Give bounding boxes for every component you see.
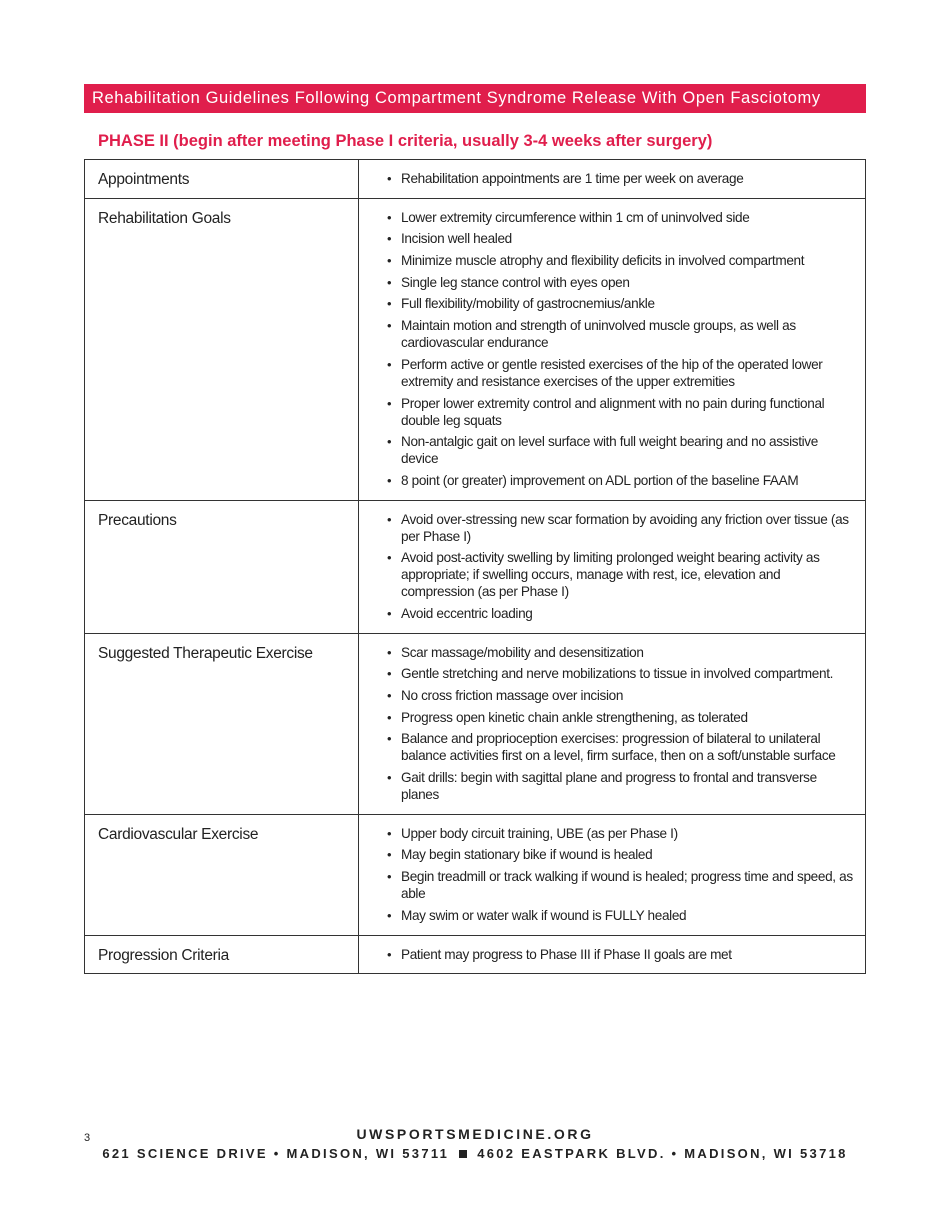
list-item: • Scar massage/mobility and desensitization <box>387 644 855 661</box>
row-items <box>359 198 866 500</box>
list-item: • Progress open kinetic chain ankle strengthening, as tolerated <box>387 709 855 726</box>
separator-square-icon <box>459 1150 467 1158</box>
row-label: Appointments <box>85 160 359 199</box>
footer-address <box>0 1146 950 1161</box>
table-row <box>85 500 866 633</box>
table-row <box>85 633 866 814</box>
bullet-list <box>387 644 855 803</box>
list-item: • Begin treadmill or track walking if wound is healed; progress time and speed, as able <box>387 868 855 902</box>
list-item: • Proper lower extremity control and alignment with no pain during functional double leg squats <box>387 395 855 429</box>
list-item: • No cross friction massage over incision <box>387 687 855 704</box>
list-item: • Balance and proprioception exercises: progression of bilateral to unilateral balance activities first on a level, firm surface, then on a soft/unstable surface <box>387 730 855 764</box>
table-row <box>85 814 866 935</box>
list-item: • Rehabilitation appointments are 1 time per week on average <box>387 170 855 187</box>
list-item: • Minimize muscle atrophy and flexibility deficits in involved compartment <box>387 252 855 269</box>
guidelines-table <box>84 159 866 974</box>
row-items <box>359 160 866 199</box>
list-item: • Upper body circuit training, UBE (as per Phase I) <box>387 825 855 842</box>
list-item: • Incision well healed <box>387 230 855 247</box>
row-items <box>359 500 866 633</box>
bullet-list <box>387 209 855 489</box>
row-label: Precautions <box>85 500 359 633</box>
bullet-list <box>387 825 855 924</box>
table-row <box>85 198 866 500</box>
row-items <box>359 935 866 974</box>
row-label: Cardiovascular Exercise <box>85 814 359 935</box>
list-item: • Full flexibility/mobility of gastrocnemius/ankle <box>387 295 855 312</box>
list-item: • Avoid over-stressing new scar formation by avoiding any friction over tissue (as per Phase I) <box>387 511 855 545</box>
bullet-list <box>387 946 855 963</box>
row-items <box>359 633 866 814</box>
table-row <box>85 160 866 199</box>
row-items <box>359 814 866 935</box>
phase-title: PHASE II (begin after meeting Phase I criteria, usually 3-4 weeks after surgery) <box>98 132 713 150</box>
list-item: • May swim or water walk if wound is FULLY healed <box>387 907 855 924</box>
footer-address-eastpark: 4602 EASTPARK BLVD. • MADISON, WI 53718 <box>477 1146 848 1161</box>
bullet-list <box>387 511 855 622</box>
list-item: • Gait drills: begin with sagittal plane and progress to frontal and transverse planes <box>387 769 855 803</box>
row-label: Progression Criteria <box>85 935 359 974</box>
list-item: • Maintain motion and strength of uninvolved muscle groups, as well as cardiovascular endurance <box>387 317 855 351</box>
footer-url: UWSPORTSMEDICINE.ORG <box>356 1126 594 1142</box>
list-item: • May begin stationary bike if wound is healed <box>387 846 855 863</box>
row-label: Rehabilitation Goals <box>85 198 359 500</box>
page-number: 3 <box>84 1132 91 1144</box>
list-item: • Patient may progress to Phase III if Phase II goals are met <box>387 946 855 963</box>
footer-address-madison-science-drive: 621 SCIENCE DRIVE • MADISON, WI 53711 <box>102 1146 450 1161</box>
row-label: Suggested Therapeutic Exercise <box>85 633 359 814</box>
list-item: • Avoid eccentric loading <box>387 605 855 622</box>
table-row <box>85 935 866 974</box>
list-item: • Avoid post-activity swelling by limiting prolonged weight bearing activity as appropriate; if swelling occurs, manage with rest, ice, elevation and compression (as per Phase I) <box>387 549 855 600</box>
list-item: • Lower extremity circumference within 1 cm of uninvolved side <box>387 209 855 226</box>
list-item: • 8 point (or greater) improvement on ADL portion of the baseline FAAM <box>387 472 855 489</box>
list-item: • Perform active or gentle resisted exercises of the hip of the operated lower extremity and resistance exercises of the upper extremities <box>387 356 855 390</box>
list-item: • Non-antalgic gait on level surface with full weight bearing and no assistive device <box>387 433 855 467</box>
bullet-list <box>387 170 855 187</box>
document-banner: Rehabilitation Guidelines Following Compartment Syndrome Release With Open Fasciotomy <box>84 84 866 113</box>
list-item: • Single leg stance control with eyes open <box>387 274 855 291</box>
list-item: • Gentle stretching and nerve mobilizations to tissue in involved compartment. <box>387 665 855 682</box>
